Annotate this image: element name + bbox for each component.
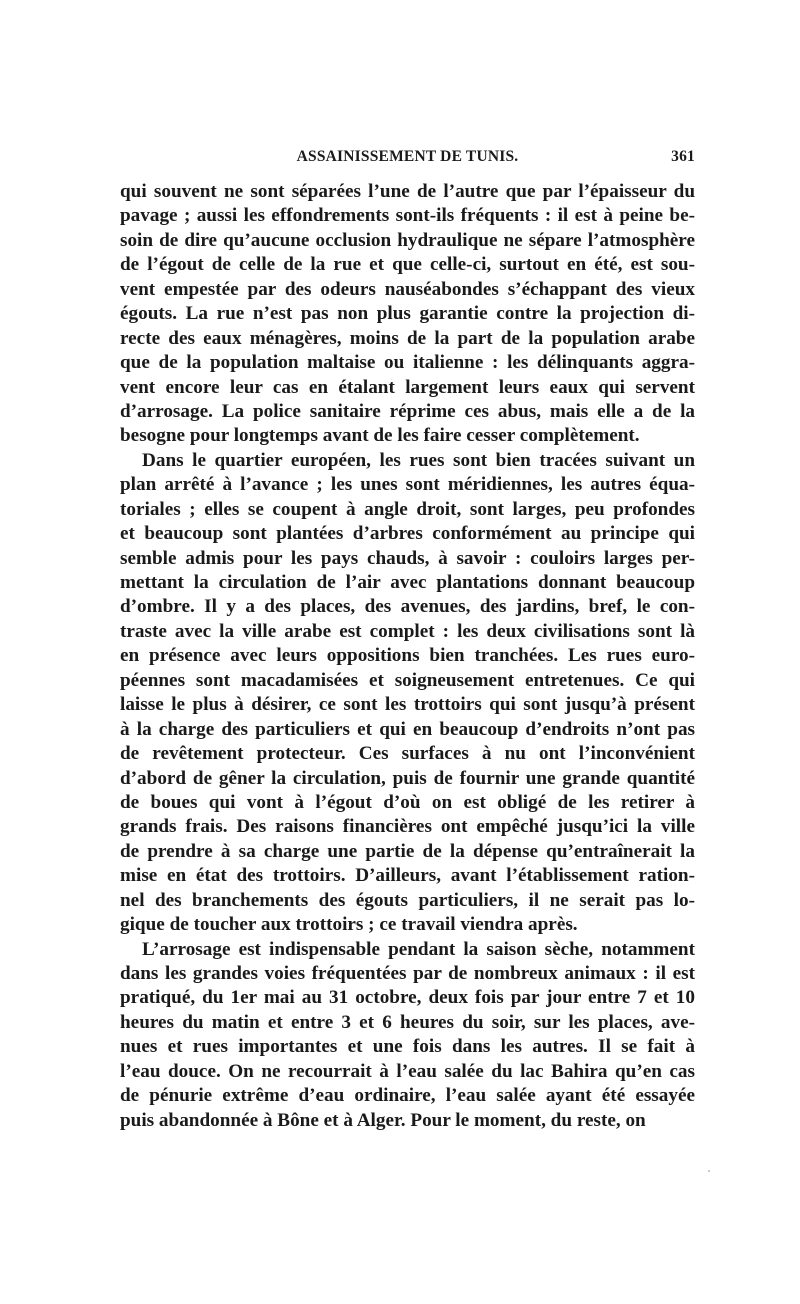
text-line: plan arrêté à l’avance ; les unes sont méridiennes, les autres équa- — [120, 474, 695, 496]
text-line: nues et rues importantes et une fois dans les autres. Il se fait à — [120, 1036, 695, 1058]
text-line: égouts. La rue n’est pas non plus garantie contre la projection di- — [120, 303, 695, 325]
text-line: l’eau douce. On ne recourrait à l’eau salée du lac Bahira qu’en cas — [120, 1060, 695, 1082]
paragraph — [120, 938, 695, 1134]
text-line: en présence avec leurs oppositions bien tranchées. Les rues euro- — [120, 645, 695, 667]
text-line: grands frais. Des raisons financières ont empêché jusqu’ici la ville — [120, 816, 695, 838]
text-line: et beaucoup sont plantées d’arbres conformément au principe qui — [120, 523, 695, 545]
text-line: traste avec la ville arabe est complet : les deux civilisations sont là — [120, 620, 695, 642]
text-line: vent empestée par des odeurs nauséabondes s’échappant des vieux — [120, 278, 695, 300]
text-line: laisse le plus à désirer, ce sont les trottoirs qui sont jusqu’à présent — [120, 694, 695, 716]
text-line: nel des branchements des égouts particuliers, il ne serait pas lo- — [120, 889, 695, 911]
text-line: à la charge des particuliers et qui en beaucoup d’endroits n’ont pas — [120, 718, 695, 740]
text-line: mettant la circulation de l’air avec plantations donnant beaucoup — [120, 572, 695, 593]
running-title: ASSAINISSEMENT DE TUNIS. — [296, 148, 519, 165]
running-head — [120, 148, 695, 180]
body-text — [120, 180, 695, 1133]
text-line: L’arrosage est indispensable pendant la saison sèche, notamment — [142, 938, 695, 960]
text-line: de pénurie extrême d’eau ordinaire, l’eau salée ayant été essayée — [120, 1085, 695, 1107]
text-line: recte des eaux ménagères, moins de la part de la population arabe — [120, 327, 695, 349]
page-number: 361 — [671, 148, 695, 165]
text-line: Dans le quartier européen, les rues sont bien tracées suivant un — [142, 449, 695, 471]
text-line: de prendre à sa charge une partie de la dépense qu’entraînerait la — [120, 840, 695, 862]
paragraph-container — [120, 180, 695, 1133]
text-line: péennes sont macadamisées et soigneusement entretenues. Ce qui — [120, 669, 695, 691]
paragraph — [120, 449, 695, 938]
text-line: soin de dire qu’aucune occlusion hydraulique ne sépare l’atmosphère — [120, 229, 695, 251]
text-line: dans les grandes voies fréquentées par de nombreux animaux : il est — [120, 963, 695, 984]
margin-speck — [708, 1170, 710, 1172]
text-line: de revêtement protecteur. Ces surfaces à nu ont l’inconvénient — [120, 743, 695, 765]
text-line: vent encore leur cas en étalant largement leurs eaux qui servent — [120, 376, 695, 398]
text-line: mise en état des trottoirs. D’ailleurs, avant l’établissement ration- — [120, 865, 695, 887]
book-page — [120, 148, 695, 1133]
text-line: pavage ; aussi les effondrements sont-ils fréquents : il est à peine be- — [120, 205, 695, 227]
paragraph — [120, 180, 695, 449]
text-line: semble admis pour les pays chauds, à savoir : couloirs larges per- — [120, 547, 695, 569]
text-line: qui souvent ne sont séparées l’une de l’autre que par l’épaisseur du — [120, 181, 695, 202]
text-line: d’abord de gêner la circulation, puis de fournir une grande quantité — [120, 767, 695, 789]
text-line: d’arrosage. La police sanitaire réprime ces abus, mais elle a de la — [120, 400, 695, 422]
text-line: gique de toucher aux trottoirs ; ce travail viendra après. — [120, 914, 578, 936]
text-line: d’ombre. Il y a des places, des avenues, des jardins, bref, le con- — [120, 596, 695, 618]
text-line: pratiqué, du 1er mai au 31 octobre, deux fois par jour entre 7 et 10 — [120, 987, 695, 1009]
text-line: toriales ; elles se coupent à angle droit, sont larges, peu profondes — [120, 498, 695, 520]
text-line: de l’égout de celle de la rue et que celle-ci, surtout en été, est sou- — [120, 254, 695, 276]
text-line: heures du matin et entre 3 et 6 heures du soir, sur les places, ave- — [120, 1011, 695, 1033]
text-line: que de la population maltaise ou italienne : les délinquants aggra- — [120, 352, 695, 374]
text-line: de boues qui vont à l’égout d’où on est obligé de les retirer à — [120, 791, 695, 813]
text-line: besogne pour longtemps avant de les faire cesser complètement. — [120, 425, 640, 447]
text-line: puis abandonnée à Bône et à Alger. Pour le moment, du reste, on — [120, 1109, 646, 1131]
